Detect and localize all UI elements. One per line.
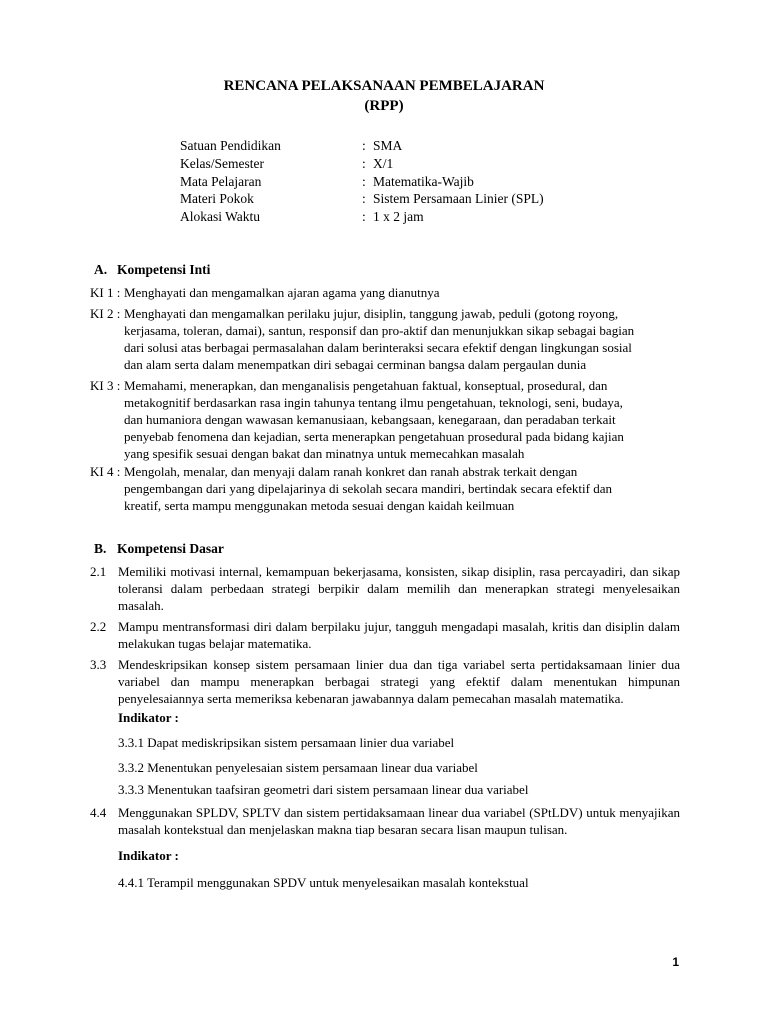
ki-label: KI 1 : — [90, 285, 121, 300]
section-b-heading — [94, 541, 224, 557]
document-title: RENCANA PELAKSANAAN PEMBELAJARAN — [223, 78, 545, 94]
kd-number: 4.4 — [90, 805, 107, 820]
ki-text — [90, 463, 690, 514]
info-colon: : — [362, 209, 366, 224]
document-subtitle: (RPP) — [364, 98, 404, 114]
kd-2-1 — [90, 563, 680, 614]
info-value: X/1 — [373, 156, 394, 171]
ki-line: penyebab fenomena dan kejadian, serta menerapkan pengetahuan prosedural pada bidang kajian — [124, 429, 624, 444]
section-a-heading — [94, 262, 210, 278]
kd-number: 3.3 — [90, 657, 107, 672]
info-colon: : — [362, 174, 366, 189]
kd-text: Mendeskripsikan konsep sistem persamaan linier dua dan tiga variabel serta pertidaksamaan linier dua variabel dan mampu menerapkan berbagai strategi yang efektif dalam menentukan himpunan penyelesaiannya serta memeriksa kebenaran jawabannya dalam pemecahan masalah matematika. — [118, 657, 680, 706]
ki-text — [90, 284, 690, 301]
indikator-item: 3.3.1 Dapat mediskripsikan sistem persamaan linier dua variabel — [118, 735, 455, 750]
kd-text: Mampu mentransformasi diri dalam berpilaku jujur, tangguh mengadapi masalah, kritis dan disiplin dalam melakukan tugas belajar matematika. — [118, 619, 680, 651]
info-value: Sistem Persamaan Linier (SPL) — [373, 191, 544, 206]
kd-4-4 — [90, 804, 680, 838]
info-value: Matematika-Wajib — [373, 174, 474, 189]
ki-line: metakognitif berdasarkan rasa ingin tahunya tentang ilmu pengetahuan, teknologi, seni, budaya, — [124, 395, 623, 410]
ki-2 — [90, 305, 690, 373]
indikator-heading: Indikator : — [118, 848, 179, 863]
indikator-heading: Indikator : — [118, 710, 179, 725]
section-letter: B. — [94, 541, 107, 556]
kd-3-3 — [90, 656, 680, 707]
kd-text: Menggunakan SPLDV, SPLTV dan sistem pertidaksamaan linear dua variabel (SPtLDV) untuk menyajikan masalah kontekstual dan menjelaskan makna tiap besaran secara lisan maupun tulisan. — [118, 805, 680, 837]
kd-2-2 — [90, 618, 680, 652]
indikator-item: 3.3.2 Menentukan penyelesaian sistem persamaan linear dua variabel — [118, 760, 478, 775]
section-title: Kompetensi Dasar — [117, 541, 224, 556]
indikator-item: 3.3.3 Menentukan taafsiran geometri dari sistem persamaan linear dua variabel — [118, 782, 529, 797]
section-title: Kompetensi Inti — [117, 262, 211, 277]
ki-line: Memahami, menerapkan, dan menganalisis pengetahuan faktual, konseptual, prosedural, dan — [124, 378, 608, 393]
ki-4 — [90, 463, 690, 514]
ki-text — [90, 305, 690, 373]
ki-text — [90, 377, 690, 462]
ki-label: KI 4 : — [90, 464, 121, 479]
ki-line: kreatif, serta mampu menggunakan metoda sesuai dengan kaidah keilmuan — [124, 498, 515, 513]
ki-line: pengembangan dari yang dipelajarinya di sekolah secara mandiri, bertindak secara efektif dan — [124, 481, 613, 496]
kd-number: 2.2 — [90, 619, 107, 634]
kd-text: Memiliki motivasi internal, kemampuan bekerjasama, konsisten, sikap disiplin, rasa percayadiri, dan sikap toleransi dalam perbedaan strategi berpikir dalam memilih dan menerapkan strategi menyelesaikan masalah. — [118, 564, 680, 613]
info-value: SMA — [373, 138, 403, 153]
indikator-item: 4.4.1 Terampil menggunakan SPDV untuk menyelesaikan masalah kontekstual — [118, 875, 529, 890]
info-value: 1 x 2 jam — [373, 209, 424, 224]
ki-1 — [90, 284, 690, 301]
info-label: Satuan Pendidikan — [180, 138, 281, 153]
ki-line: Menghayati dan mengamalkan perilaku jujur, disiplin, tanggung jawab, peduli (gotong royong, — [124, 306, 619, 321]
ki-line: Menghayati dan mengamalkan ajaran agama yang dianutnya — [124, 285, 440, 300]
info-colon: : — [362, 138, 366, 153]
info-label: Mata Pelajaran — [180, 174, 262, 189]
ki-line: dan alam serta dalam menempatkan diri sebagai cerminan bangsa dalam pergaulan dunia — [124, 357, 587, 372]
info-colon: : — [362, 156, 366, 171]
ki-3 — [90, 377, 690, 462]
ki-line: dan humaniora dengan wawasan kemanusiaan, kebangsaan, kenegaraan, dan peradaban terkait — [124, 412, 616, 427]
ki-line: kerjasama, toleran, damai), santun, responsif dan pro-aktif dan menunjukkan sikap sebagai bagian — [124, 323, 635, 338]
ki-line: yang spesifik sesuai dengan bakat dan minatnya untuk memecahkan masalah — [124, 446, 525, 461]
section-letter: A. — [94, 262, 108, 277]
info-colon: : — [362, 191, 366, 206]
ki-label: KI 3 : — [90, 378, 121, 393]
info-label: Materi Pokok — [180, 191, 254, 206]
info-label: Kelas/Semester — [180, 156, 264, 171]
ki-line: dari solusi atas berbagai permasalahan dalam berinteraksi secara efektif dengan lingkungan sosial — [124, 340, 632, 355]
ki-label: KI 2 : — [90, 306, 121, 321]
ki-line: Mengolah, menalar, dan menyaji dalam ranah konkret dan ranah abstrak terkait dengan — [124, 464, 578, 479]
kd-number: 2.1 — [90, 564, 107, 579]
info-label: Alokasi Waktu — [180, 209, 261, 224]
page-number: 1 — [672, 955, 679, 969]
